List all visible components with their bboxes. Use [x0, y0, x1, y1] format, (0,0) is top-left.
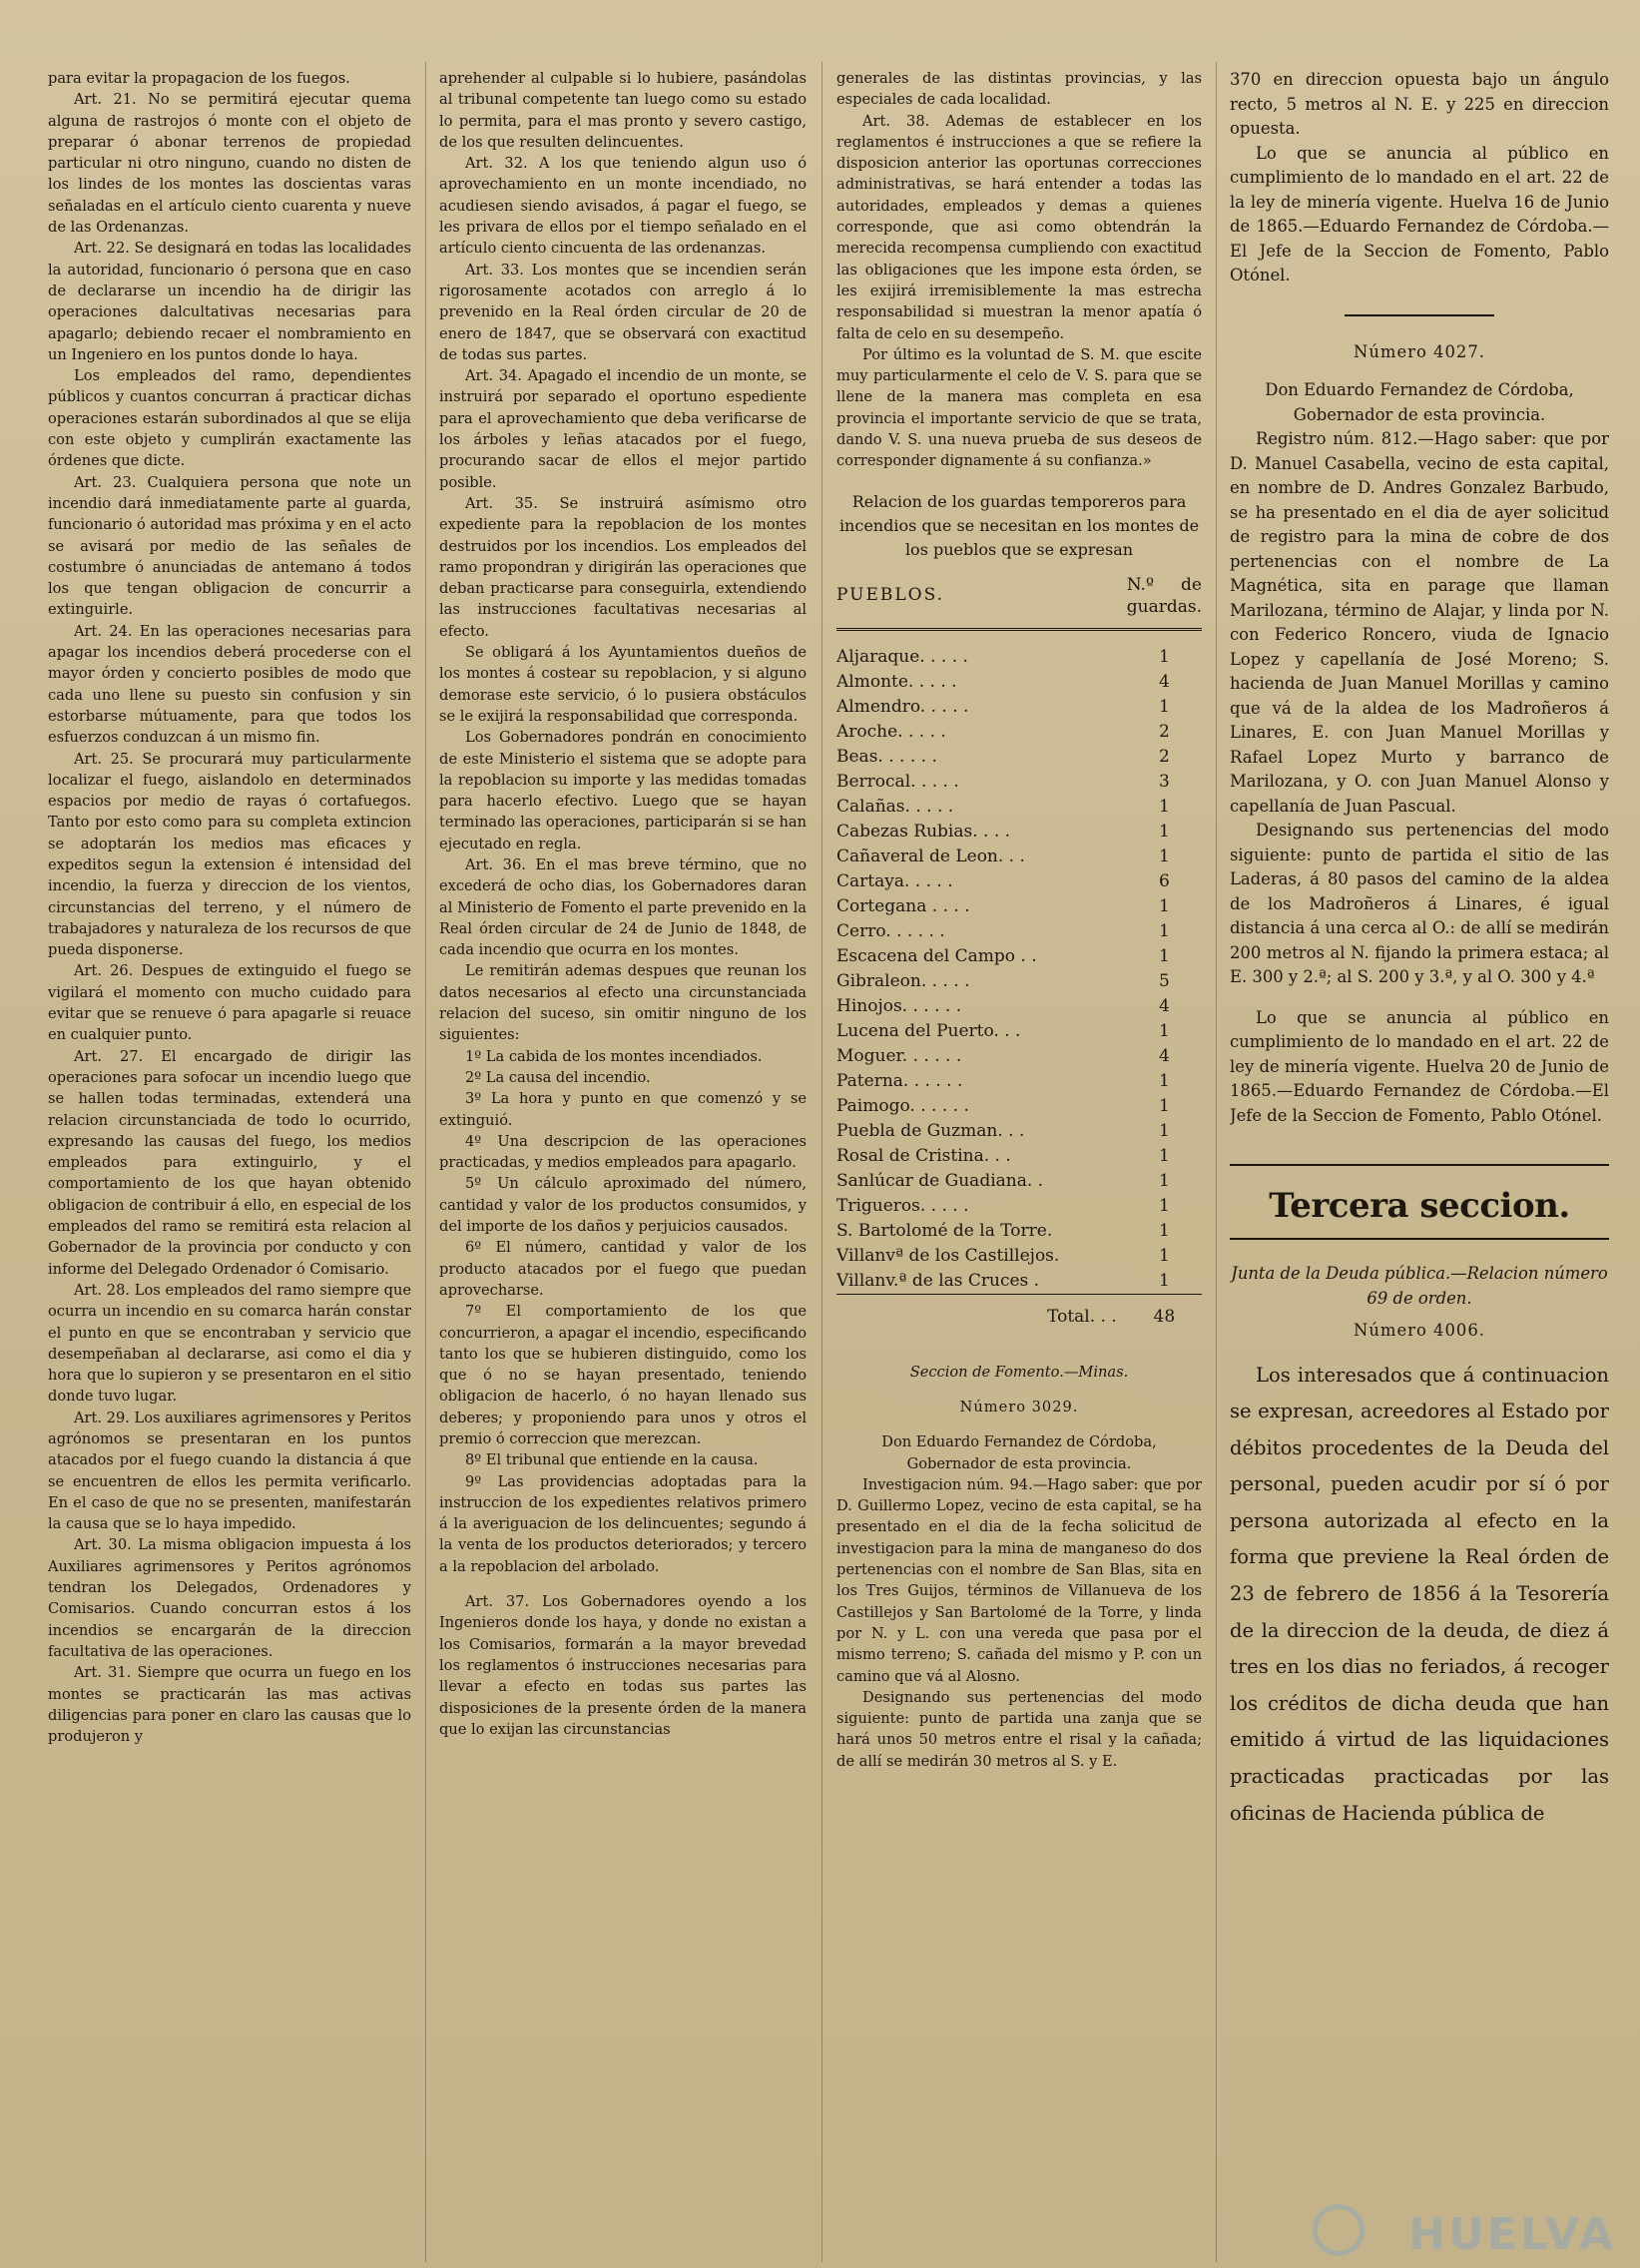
column-3 [836, 68, 1202, 2252]
pueblo-cell: Almendro. . . . . [836, 696, 969, 717]
article-34: Art. 34. Apagado el incendio de un monte, se instruirá por separado el oportuno espediente para el aprovechamiento que deba verificarse de los árboles y leñas atacados por el fuego, procurando sacar de ellos el mejor partido posible. [439, 367, 807, 491]
pueblo-cell: Paimogo. . . . . . [836, 1095, 969, 1116]
column-1 [48, 68, 411, 2252]
guardas-cell: 1 [1158, 846, 1170, 866]
paragraph: Los Gobernadores pondrán en conocimiento de este Ministerio el sistema que se adopte para la repoblacion su importe y las medidas tomadas para hacerlo efectivo. Luego que se hayan terminado las operaciones, participarán si se han ejecutado en regla. [439, 729, 807, 852]
pueblo-cell: Calañas. . . . . [836, 796, 954, 817]
guardas-cell: 1 [1158, 1020, 1170, 1041]
relation-title: Relacion de los guardas temporeros para incendios que se necesitan en los montes de los pueblos que se expresan [838, 491, 1200, 559]
paragraph: Designando sus pertenencias del modo siguiente: punto de partida el sitio de las Laderas, á 80 pasos del camino de la aldea de los Madroñeros á Linares, é igual distancia á una cerca al O.: de allí se medirán 200 metros al N. fijando la primera estaca; al E. 300 y 2.ª; al S. 200 y 3.ª, y al O. 300 y 4.ª [1230, 821, 1609, 986]
pueblo-cell: Lucena del Puerto. . . [836, 1020, 1021, 1041]
paragraph: Lo que se anuncia al público en cumplimiento de lo mandado en el art. 22 de la ley de minería vigente. Huelva 16 de Junio de 1865.—Eduardo Fernandez de Córdoba.—El Jefe de la Seccion de Fomento, Pablo Otónel. [1230, 143, 1609, 284]
article-31: Art. 31. Siempre que ocurra un fuego en los montes se practicarán las mas activas diligencias para poner en claro las causas que lo produjeron y [48, 1664, 411, 1746]
guardas-cell: 6 [1158, 870, 1170, 891]
guardas-cell: 4 [1158, 1045, 1170, 1066]
pueblo-cell: Cañaveral de Leon. . . [836, 846, 1025, 866]
list-item: 2º La causa del incendio. [465, 1068, 651, 1086]
table-row [836, 1119, 1202, 1144]
article-32: Art. 32. A los que teniendo algun uso ó aprovechamiento en un monte incendiado, no acudiesen siendo avisados, á pagar el fuego, se les privara de ellos por el tiempo señalado en el artículo ciento cincuenta de las ordenanzas. [439, 155, 807, 258]
pueblo-cell: Villanvª de los Castillejos. [836, 1245, 1060, 1266]
guardas-cell: 1 [1158, 1095, 1170, 1116]
article-21: Art. 21. No se permitirá ejecutar quema alguna de rastrojos ó monte con el objeto de preparar ó abonar terrenos de propiedad particular ni otro ninguno, cuando no disten de los lindes de los montes las doscientas varas señaladas en el artículo ciento cuarenta y nueve de las Ordenanzas. [48, 91, 411, 237]
total-label: Total. . . [836, 1294, 1127, 1330]
article-27: Art. 27. El encargado de dirigir las operaciones para sofocar un incendio luego que se hallen todas terminadas, extenderá una relacion circunstanciada de todo lo ocurrido, expresando las causas del fuego, los medios empleados para extinguirlo, y el comportamiento de los que hayan obtenido obligacion de contribuir á ello, en especial de los empleados del ramo se remitirá esta relacion al Gobernador de la provincia por conducto y con informe del Delegado Ordenador ó Comisario. [48, 1047, 411, 1278]
article-38: Art. 38. Ademas de establecer en los reglamentos é instrucciones a que se refiere la disposicion anterior las oportunas correcciones administrativas, se hará entender a todas las autoridades, empleados y demas a quienes corresponde, que asi como obtendrán la merecida recompensa cumpliendo con exactitud las obligaciones que les impone esta órden, se les exijirá irremisiblemente la mas estrecha responsabilidad si muestran la menor apatía ó falta de celo en su desempeño. [836, 112, 1202, 342]
guardas-cell: 1 [1158, 895, 1170, 916]
table-row [836, 820, 1202, 845]
total-value: 48 [1127, 1294, 1202, 1330]
table-row [836, 1144, 1202, 1169]
column-rule [1216, 62, 1217, 2262]
pueblo-cell: Trigueros. . . . . [836, 1195, 969, 1216]
list-item: 5º Un cálculo aproximado del número, cantidad y valor de los productos consumidos, y del importe de los daños y perjuicios causados. [439, 1175, 807, 1236]
table-row [836, 1269, 1202, 1295]
table-row [836, 695, 1202, 720]
guardas-cell: 3 [1158, 771, 1170, 792]
subheading: Junta de la Deuda pública.—Relacion número 69 de orden. [1231, 1264, 1608, 1308]
list-item: 3º La hora y punto en que comenzó y se extinguió. [439, 1090, 807, 1129]
paragraph: Le remitirán ademas despues que reunan los datos necesarios al efecto una circunstanciada relacion del suceso, sin omitir ninguno de los siguientes: [439, 962, 807, 1044]
paragraph: para evitar la propagacion de los fuegos. [48, 70, 350, 87]
table-row [836, 969, 1202, 994]
guardas-cell: 1 [1158, 1195, 1170, 1216]
section-title: Tercera seccion. [1230, 1164, 1609, 1228]
paragraph: aprehender al culpable si lo hubiere, pasándolas al tribunal competente tan luego como su estado lo permita, para el mas pronto y severo castigo, de los que resulten delincuentes. [439, 70, 807, 151]
column-rule [425, 62, 426, 2262]
guardas-cell: 1 [1158, 646, 1170, 667]
paragraph: Se obligará á los Ayuntamientos dueños de los montes á costear su repoblacion, y si alguno demorase este servicio, ó lo pusiera obstáculos se le exijirá la responsabilidad que corresponda. [439, 644, 807, 725]
guardas-cell: 4 [1158, 671, 1170, 692]
table-row [836, 770, 1202, 795]
table-row [836, 1244, 1202, 1269]
table-row [836, 745, 1202, 770]
notice-number: Número 4027. [1354, 341, 1485, 361]
table-row [836, 845, 1202, 869]
guardas-cell: 4 [1158, 995, 1170, 1016]
table-row [836, 720, 1202, 745]
pueblo-cell: Aroche. . . . . [836, 721, 946, 742]
paragraph: Registro núm. 812.—Hago saber: que por D. Manuel Casabella, vecino de esta capital, en nombre de D. Andres Gonzalez Barbudo, se ha presentado en el dia de ayer solicitud de registro para la mina de cobre de dos pertenencias con el nombre de La Magnética, sita en parage que llaman Marilozana, término de Alajar, y linda por N. con Federico Roncero, viuda de Ignacio Lopez y capellanía de José Moreno; S. hacienda de Juan Manuel Morillas y camino que vá de la aldea de los Madroñeros á Linares, E. con Juan Manuel Morillas y Rafael Lopez Murto y barranco de Marilozana, y O. con Juan Manuel Alonso y capellanía de Juan Pascual. [1230, 429, 1609, 816]
pueblo-cell: Paterna. . . . . . [836, 1070, 963, 1091]
article-25: Art. 25. Se procurará muy particularmente localizar el fuego, aislandolo en determinados espacios por medio de rayas ó cortafuegos. Tanto por esto como para su completa extincion se adoptarán los medios mas eficaces y expeditos segun la extension é intensidad del incendio, la fuerza y direccion de los vientos, circunstancias del terreno, y el número de trabajadores y naturaleza de los recursos de que pueda disponerse. [48, 750, 411, 959]
table-row [836, 894, 1202, 919]
guardas-cell: 1 [1158, 1070, 1170, 1091]
divider [1230, 1238, 1609, 1240]
table-row [836, 869, 1202, 894]
article-26: Art. 26. Despues de extinguido el fuego se vigilará el momento con mucho cuidado para evitar que se renueve ó para apagarle si reuace en cualquier punto. [48, 962, 411, 1044]
pueblo-cell: Beas. . . . . . [836, 746, 937, 767]
pueblo-cell: Cerro. . . . . . [836, 920, 945, 941]
pueblo-cell: Sanlúcar de Guadiana. . [836, 1170, 1044, 1191]
pueblo-cell: Puebla de Guzman. . . [836, 1120, 1025, 1141]
paragraph: Lo que se anuncia al público en cumplimiento de lo mandado en el art. 22 de ley de minería vigente. Huelva 20 de Junio de 1865.—Eduardo Fernandez de Córdoba.—El Jefe de la Seccion de Fomento, Pablo Otónel. [1230, 1007, 1609, 1125]
paragraph: generales de las distintas provincias, y las especiales de cada localidad. [836, 70, 1202, 109]
list-item: 8º El tribunal que entiende en la causa. [465, 1451, 759, 1469]
guardas-cell: 1 [1158, 920, 1170, 941]
list-item: 4º Una descripcion de las operaciones practicadas, y medios empleados para apagarlo. [439, 1132, 807, 1172]
article-29: Art. 29. Los auxiliares agrimensores y Peritos agrónomos se presentaran en los puntos atacados por el fuego cuando la distancia á que se encuentren de ellos les permita verificarlo. En el caso de que no se presenten, manifestarán la causa que se lo haya impedido. [48, 1409, 411, 1533]
pueblo-cell: Aljaraque. . . . . [836, 646, 968, 667]
article-33: Art. 33. Los montes que se incendien serán rigorosamente acotados con arreglo á lo prevenido en la Real órden circular de 20 de enero de 1847, que se observará con exactitud de todas sus partes. [439, 261, 807, 363]
divider [1345, 314, 1494, 316]
pueblo-cell: Berrocal. . . . . [836, 771, 959, 792]
table-row [836, 629, 1202, 670]
table-row [836, 795, 1202, 820]
column-2 [439, 68, 807, 2252]
article-28: Art. 28. Los empleados del ramo siempre que ocurra un incendio en su comarca harán constar el punto en que se encontraban y servicio que desempeñaban al declararse, asi como el dia y hora que lo supieron y se presentaron en el sitio donde tuvo lugar. [48, 1281, 411, 1406]
table-row [836, 670, 1202, 695]
guards-table [836, 570, 1202, 1330]
pueblo-cell: Cartaya. . . . . [836, 870, 953, 891]
table-row [836, 944, 1202, 969]
guardas-cell: 1 [1158, 945, 1170, 966]
table-row [836, 919, 1202, 944]
pueblo-cell: Moguer. . . . . . [836, 1045, 962, 1066]
guardas-cell: 1 [1158, 1270, 1170, 1291]
guardas-cell: 1 [1158, 1120, 1170, 1141]
paragraph: Por último es la voluntad de S. M. que escite muy particularmente el celo de V. S. para que se llene de la manera mas completa en esa provincia el importante servicio de que se trata, dando V. S. una nueva prueba de sus deseos de corresponder dignamente á su confianza.» [836, 345, 1202, 470]
table-row [836, 1044, 1202, 1069]
guardas-cell: 1 [1158, 1245, 1170, 1266]
column-rule [821, 62, 822, 2262]
article-30: Art. 30. La misma obligacion impuesta á los Auxiliares agrimensores y Peritos agrónomos tendran los Delegados, Ordenadores y Comisarios. Cuando concurran estos á los incendios se encargarán de la direccion facultativa de las operaciones. [48, 1536, 411, 1660]
watermark: HUELVA [1408, 2209, 1616, 2260]
paragraph: Don Eduardo Fernandez de Córdoba, Gobernador de esta provincia. [1265, 380, 1574, 424]
article-22: Art. 22. Se designará en todas las localidades la autoridad, funcionario ó persona que en caso de declararse un incendio ha de dirigir las operaciones dalcultativas necesarias para apagarlo; debiendo recaer el nombramiento en un Ingeniero en los puntos donde lo haya. [48, 240, 411, 363]
guardas-cell: 2 [1158, 746, 1170, 767]
guardas-cell: 5 [1158, 970, 1170, 991]
section-heading: Seccion de Fomento.—Minas. [909, 1363, 1129, 1381]
list-item: 6º El número, cantidad y valor de los producto atacados por el fuego que puedan aprovecharse. [439, 1239, 807, 1299]
guardas-cell: 1 [1158, 1220, 1170, 1241]
article-35: Art. 35. Se instruirá asímismo otro expediente para la repoblacion de los montes destruidos por los incendios. Los empleados del ramo propondran y dirigirán las operaciones que deban practicarse para conseguirla, extendiendo las instrucciones facultativas necesarias al efecto. [439, 494, 807, 640]
guards-table-body [836, 629, 1202, 1294]
watermark-logo-icon [1313, 2204, 1365, 2256]
paragraph: Don Eduardo Fernandez de Córdoba, Gobernador de esta provincia. [881, 1433, 1157, 1472]
pueblo-cell: S. Bartolomé de la Torre. [836, 1220, 1053, 1241]
list-item: 1º La cabida de los montes incendiados. [465, 1047, 763, 1065]
guardas-cell: 1 [1158, 696, 1170, 717]
table-row [836, 1019, 1202, 1044]
table-row [836, 994, 1202, 1019]
article-23: Art. 23. Cualquiera persona que note un incendio dará inmediatamente parte al guarda, funcionario ó autoridad mas próxima y en el acto se avisará por medio de las señales de costumbre ó anunciadas de antemano á todos los que tengan obligacion de concurrir a extinguirle. [48, 473, 411, 619]
guardas-cell: 1 [1158, 796, 1170, 817]
pueblo-cell: Hinojos. . . . . . [836, 995, 962, 1016]
table-row [836, 1169, 1202, 1194]
paragraph: 370 en direccion opuesta bajo un ángulo recto, 5 metros al N. E. y 225 en direccion opuesta. [1230, 70, 1609, 138]
paragraph: Investigacion núm. 94.—Hago saber: que por D. Guillermo Lopez, vecino de esta capital, se ha presentado en el dia de la fecha solicitud de investigacion para la mina de manganeso do dos pertenencias con el nombre de San Blas, sita en los Tres Guijos, términos de Villanueva de los Castillejos y San Bartolomé de la Torre, y linda por N. y L. con una vereda que pasa por el mismo terreno; S. cañada del mismo y P. con un camino que vá al Alosno. [836, 1475, 1202, 1685]
notice-number: Número 3029. [959, 1398, 1079, 1416]
paragraph: Los empleados del ramo, dependientes públicos y cuantos concurran á practicar dichas operaciones estarán subordinados al que se elija con este objeto y cumplirán exactamente las órdenes que dicte. [48, 367, 411, 470]
paragraph: Los interesados que á continuacion se expresan, acreedores al Estado por débitos procedentes de la Deuda del personal, pueden acudir por sí ó por persona autorizada al efecto en la forma que previene la Real órden de 23 de febrero de 1856 á la Tesorería de la direccion de la deuda, de diez á tres en los dias no feriados, á recoger los créditos de dicha deuda que han emitido á virtud de las liquidaciones practicadas practicadas por las oficinas de Hacienda pública de [1230, 1363, 1609, 1825]
table-header-guardas: N.º de guardas. [1127, 570, 1202, 630]
notice-number: Número 4006. [1354, 1321, 1485, 1340]
table-row [836, 1069, 1202, 1094]
pueblo-cell: Cabezas Rubias. . . . [836, 821, 1011, 842]
guardas-cell: 1 [1158, 1145, 1170, 1166]
pueblo-cell: Rosal de Cristina. . . [836, 1145, 1011, 1166]
column-4 [1230, 68, 1609, 2252]
list-item: 7º El comportamiento de los que concurrieron, a apagar el incendio, especificando tanto los que se hubieren distinguido, como los que ó no se hayan presentado, teniendo obligacion de hacerlo, ó no hayan llenado sus deberes; y proponiendo para unos y otros el premio ó correccion que merezcan. [439, 1303, 807, 1447]
table-row [836, 1219, 1202, 1244]
pueblo-cell: Villanv.ª de las Cruces . [836, 1270, 1040, 1291]
guardas-cell: 2 [1158, 721, 1170, 742]
paragraph: Designando sus pertenencias del modo siguiente: punto de partida una zanja que se hará unos 50 metros entre el risal y la cañada; de allí se medirán 30 metros al S. y E. [836, 1688, 1202, 1770]
pueblo-cell: Gibraleon. . . . . [836, 970, 970, 991]
guardas-cell: 1 [1158, 821, 1170, 842]
table-row [836, 1094, 1202, 1119]
list-item: 9º Las providencias adoptadas para la instruccion de los expedientes relativos primero á la averiguacion de los delincuentes; segundo á la venta de los productos deteriorados; y tercero a la repoblacion del arbolado. [439, 1472, 807, 1575]
table-header-pueblos: PUEBLOS. [836, 570, 1127, 630]
guardas-cell: 1 [1158, 1170, 1170, 1191]
table-row [836, 1194, 1202, 1219]
article-36: Art. 36. En el mas breve término, que no excederá de ocho dias, los Gobernadores daran al Ministerio de Fomento el parte prevenido en la Real órden circular de 24 de Junio de 1848, de cada incendio que ocurra en los montes. [439, 855, 807, 959]
pueblo-cell: Escacena del Campo . . [836, 945, 1037, 966]
article-37: Art. 37. Los Gobernadores oyendo a los Ingenieros donde los haya, y donde no existan a los Comisarios, formarán a la mayor brevedad los reglamentos ó instrucciones necesarias para llevar a efecto en todas sus partes las disposiciones de la presente órden de la manera que lo exijan las circunstancias [439, 1593, 807, 1738]
pueblo-cell: Cortegana . . . . [836, 895, 970, 916]
pueblo-cell: Almonte. . . . . [836, 671, 957, 692]
article-24: Art. 24. En las operaciones necesarias para apagar los incendios deberá procederse con el mayor órden y concierto posibles de modo que cada uno llene su puesto sin confusion y sin estorbarse mútuamente, para que todos los esfuerzos conduzcan á un mismo fin. [48, 622, 411, 747]
